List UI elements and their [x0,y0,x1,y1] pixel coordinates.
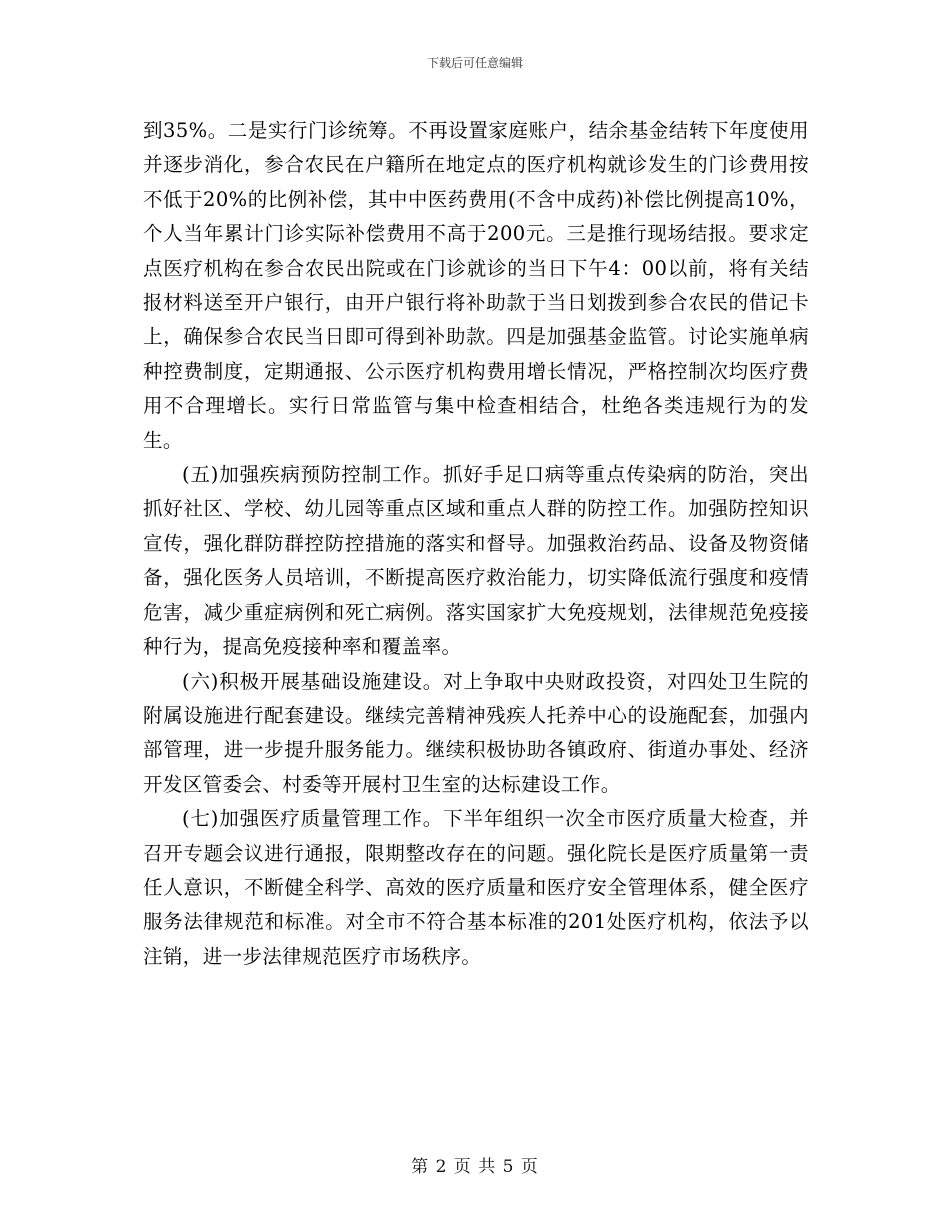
header-note: 下载后可任意编辑 [426,56,523,70]
paragraph-2: (五)加强疾病预防控制工作。抓好手足口病等重点传染病的防治，突出抓好社区、学校、幼儿园等重点区域和重点人群的防控工作。加强防控知识宣传，强化群防群控防控措施的落实和督导。加强救治药品、设备及物资储备，强化医务人员培训，不断提高医疗救治能力，切实降低流行强度和疫情危害，减少重症病例和死亡病例。落实国家扩大免疫规划，法律规范免疫接种行为，提高免疫接种率和覆盖率。 [143,463,809,659]
paragraph-1: 到35%。二是实行门诊统筹。不再设置家庭账户，结余基金结转下年度使用并逐步消化，参合农民在户籍所在地定点的医疗机构就诊发生的门诊费用按不低于20%的比例补偿，其中中医药费用(不含中成药)补偿比例提高10%，个人当年累计门诊实际补偿费用不高于200元。三是推行现场结报。要求定点医疗机构在参合农民出院或在门诊就诊的当日下午4：00以前，将有关结报材料送至开户银行，由开户银行将补助款于当日划拨到参合农民的借记卡上，确保参合农民当日即可得到补助款。四是加强基金监管。讨论实施单病种控费制度，定期通报、公示医疗机构费用增长情况，严格控制次均医疗费用不合理增长。实行日常监管与集中检查相结合，杜绝各类违规行为的发生。 [143,119,809,452]
page-number: 第 2 页 共 5 页 [411,1157,539,1177]
document-body [143,114,809,974]
page-header [0,56,950,70]
paragraph-4: (七)加强医疗质量管理工作。下半年组织一次全市医疗质量大检查，并召开专题会议进行通报，限期整改存在的问题。强化院长是医疗质量第一责任人意识，不断健全科学、高效的医疗质量和医疗安全管理体系，健全医疗服务法律规范和标准。对全市不符合基本标准的201处医疗机构，依法予以注销，进一步法律规范医疗市场秩序。 [143,807,809,968]
page-footer [0,1157,950,1177]
paragraph-3: (六)积极开展基础设施建设。对上争取中央财政投资，对四处卫生院的附属设施进行配套建设。继续完善精神残疾人托养中心的设施配套，加强内部管理，进一步提升服务能力。继续积极协助各镇政府、街道办事处、经济开发区管委会、村委等开展村卫生室的达标建设工作。 [143,669,809,796]
